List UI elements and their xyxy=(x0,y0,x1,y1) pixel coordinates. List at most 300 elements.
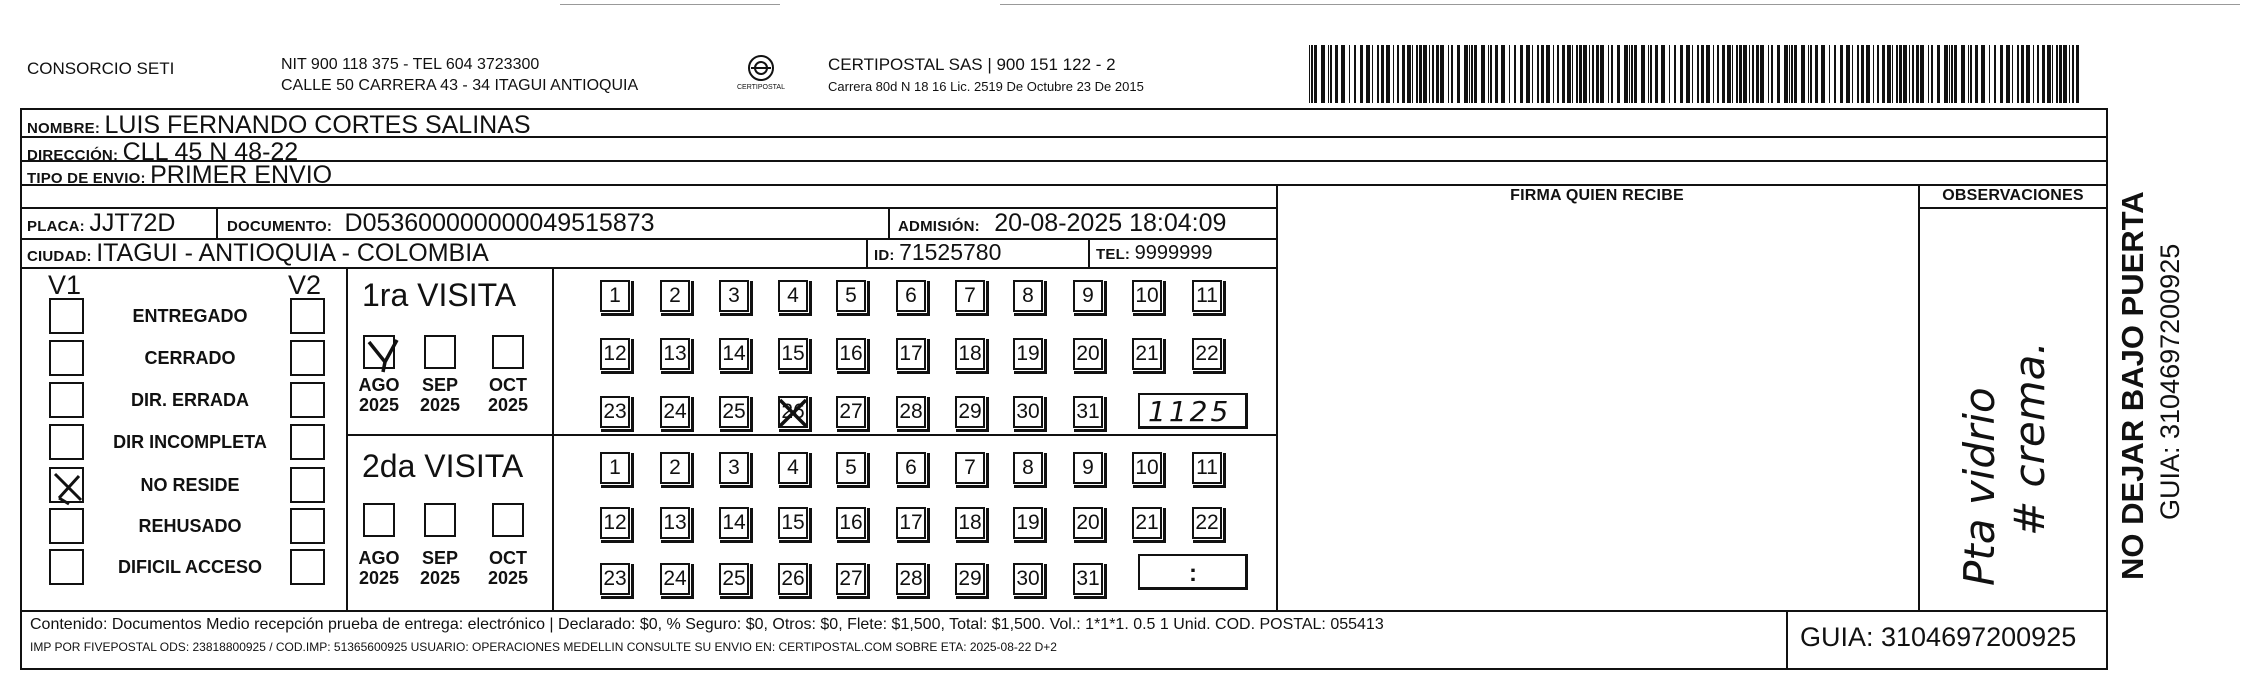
barcode-bar xyxy=(1954,45,1957,103)
year-label: 2025 xyxy=(487,395,529,415)
day-box: 2 xyxy=(660,452,690,484)
barcode-bar xyxy=(1634,45,1637,103)
barcode-bar xyxy=(1846,45,1850,103)
barcode-bar xyxy=(1739,45,1742,103)
observation-line-1: Pta vidrio xyxy=(1955,387,2004,586)
placa-value: JJT72D xyxy=(89,209,176,237)
day-box: 7 xyxy=(955,452,985,484)
barcode-bar xyxy=(1722,45,1725,103)
barcode-bar xyxy=(2026,45,2030,103)
day-box: 10 xyxy=(1132,280,1162,312)
direccion-value: CLL 45 N 48-22 xyxy=(122,138,299,166)
barcode-bar xyxy=(1981,45,1985,103)
barcode-bar xyxy=(1821,45,1825,103)
barcode-bar xyxy=(1423,45,1427,103)
barcode-bar xyxy=(1386,45,1390,103)
month-label: SEP xyxy=(421,548,459,568)
day-box: 2 xyxy=(660,280,690,312)
day-box: 15 xyxy=(778,338,808,370)
guia-vertical: GUIA: 3104697200925 xyxy=(2155,243,2185,520)
barcode-bar xyxy=(1903,45,1907,103)
barcode-bar xyxy=(1834,45,1836,103)
barcode-bar xyxy=(1579,45,1582,103)
barcode-bar xyxy=(1727,45,1731,103)
barcode-bar xyxy=(1520,45,1523,103)
barcode-bar xyxy=(1397,45,1399,103)
day-box: 28 xyxy=(896,563,926,595)
barcode-bar xyxy=(1481,45,1485,103)
tel-value: 9999999 xyxy=(1134,242,1213,264)
day-box: 25 xyxy=(719,396,749,428)
day-box: 22 xyxy=(1192,338,1222,370)
barcode-bar xyxy=(1975,45,1978,103)
barcode-bar xyxy=(1873,45,1874,103)
guia-footer: GUIA: 3104697200925 xyxy=(1800,622,2077,652)
nombre-label: NOMBRE: xyxy=(27,120,101,137)
day-box: 19 xyxy=(1013,338,1043,370)
barcode-bar xyxy=(1810,45,1812,103)
day-box: 31 xyxy=(1073,563,1103,595)
barcode xyxy=(1307,45,2080,103)
barcode-bar xyxy=(1416,45,1418,103)
barcode-bar xyxy=(1877,45,1879,103)
barcode-bar xyxy=(1648,45,1649,103)
barcode-bar xyxy=(1366,45,1370,103)
barcode-bar xyxy=(1432,45,1434,103)
barcode-bar xyxy=(1852,45,1853,103)
day-box: 11 xyxy=(1192,280,1222,312)
day-box: 29 xyxy=(955,396,985,428)
day-box: 31 xyxy=(1073,396,1103,428)
address-line: CALLE 50 CARRERA 43 - 34 ITAGUI ANTIOQUIA xyxy=(281,77,639,94)
month-checkbox xyxy=(363,503,395,537)
barcode-bar xyxy=(1611,45,1613,103)
day-box: 17 xyxy=(896,338,926,370)
barcode-bar xyxy=(1808,45,1809,103)
barcode-bar xyxy=(1887,45,1891,103)
observation-line-2: # crema. xyxy=(2005,341,2054,536)
barcode-bar xyxy=(1916,45,1919,103)
barcode-bar xyxy=(1789,45,1790,103)
barcode-bar xyxy=(1686,45,1690,103)
barcode-bar xyxy=(1567,45,1571,103)
day-box: 30 xyxy=(1013,396,1043,428)
barcode-bar xyxy=(1341,45,1345,103)
barcode-bar xyxy=(1412,45,1413,103)
barcode-bar xyxy=(1608,45,1609,103)
day-box: 7 xyxy=(955,280,985,312)
barcode-bar xyxy=(1572,45,1573,103)
day-box: 19 xyxy=(1013,507,1043,539)
ciudad-value: ITAGUI - ANTIOQUIA - COLOMBIA xyxy=(96,239,489,267)
barcode-bar xyxy=(1526,45,1530,103)
barcode-bar xyxy=(2037,45,2039,103)
day-box: 10 xyxy=(1132,452,1162,484)
day-box: 26 xyxy=(778,396,808,428)
day-box: 25 xyxy=(719,563,749,595)
barcode-bar xyxy=(1961,45,1965,103)
second-visit-time-box xyxy=(1138,554,1248,590)
day-box: 9 xyxy=(1073,280,1103,312)
v1-checkbox xyxy=(49,424,84,460)
barcode-bar xyxy=(1655,45,1658,103)
day-box: 18 xyxy=(955,507,985,539)
barcode-bar xyxy=(1311,45,1313,103)
barcode-bar xyxy=(1896,45,1898,103)
month-checkbox xyxy=(492,335,524,369)
barcode-bar xyxy=(1944,45,1948,103)
barcode-bar xyxy=(1457,45,1460,103)
day-box: 5 xyxy=(836,280,866,312)
month-checkbox xyxy=(492,503,524,537)
barcode-bar xyxy=(1372,45,1373,103)
v1-label: V1 xyxy=(48,270,82,300)
barcode-bar xyxy=(1546,45,1550,103)
barcode-bar xyxy=(1815,45,1818,103)
barcode-bar xyxy=(1674,45,1676,103)
day-box: 29 xyxy=(955,563,985,595)
barcode-bar xyxy=(1928,45,1929,103)
v2-checkbox xyxy=(290,382,325,418)
tipo-envio-label: TIPO DE ENVIO: xyxy=(27,170,146,187)
v1-checkbox xyxy=(49,298,84,334)
v1-checkbox xyxy=(49,382,84,418)
day-box: 23 xyxy=(600,396,630,428)
day-box: 28 xyxy=(896,396,926,428)
barcode-bar xyxy=(2042,45,2045,103)
barcode-bar xyxy=(1697,45,1699,103)
day-box: 1 xyxy=(600,452,630,484)
barcode-bar xyxy=(1576,45,1578,103)
observaciones-label: OBSERVACIONES xyxy=(1942,187,2084,204)
day-box: 13 xyxy=(660,338,690,370)
observations-handwriting xyxy=(1925,230,2105,606)
barcode-bar xyxy=(1829,45,1830,103)
admision-value: 20-08-2025 18:04:09 xyxy=(994,209,1227,237)
barcode-bar xyxy=(1791,45,1793,103)
checkmark-no-reside-v1 xyxy=(49,468,87,506)
barcode-bar xyxy=(1768,45,1769,103)
barcode-bar xyxy=(1600,45,1604,103)
barcode-bar xyxy=(1469,45,1470,103)
day-box: 21 xyxy=(1132,338,1162,370)
barcode-bar xyxy=(2006,45,2010,103)
day-box: 16 xyxy=(836,507,866,539)
barcode-bar xyxy=(1882,45,1885,103)
reason-label: DIR. ERRADA xyxy=(130,390,249,410)
barcode-bar xyxy=(1794,45,1797,103)
barcode-bar xyxy=(1532,45,1533,103)
logo-text: CERTIPOSTAL xyxy=(737,84,785,91)
barcode-bar xyxy=(1784,45,1788,103)
marked-day-26 xyxy=(776,396,810,430)
firma-label: FIRMA QUIEN RECIBE xyxy=(1510,187,1684,204)
barcode-bar xyxy=(1661,45,1665,103)
nombre-value: LUIS FERNANDO CORTES SALINAS xyxy=(104,111,531,139)
barcode-bar xyxy=(1861,45,1864,103)
barcode-bar xyxy=(1309,45,1310,103)
year-label: 2025 xyxy=(419,568,461,588)
day-box: 20 xyxy=(1073,338,1103,370)
barcode-bar xyxy=(2012,45,2013,103)
no-dejar-bajo-puerta: NO DEJAR BAJO PUERTA xyxy=(2115,191,2150,580)
barcode-bar xyxy=(1840,45,1843,103)
barcode-bar xyxy=(1970,45,1972,103)
license-line: Carrera 80d N 18 16 Lic. 2519 De Octubre 23 De 2015 xyxy=(828,79,1144,94)
barcode-bar xyxy=(1436,45,1439,103)
year-label: 2025 xyxy=(419,395,461,415)
barcode-bar xyxy=(2052,45,2053,103)
barcode-bar xyxy=(1381,45,1384,103)
v1-checkbox xyxy=(49,340,84,376)
barcode-bar xyxy=(1631,45,1633,103)
barcode-bar xyxy=(1951,45,1953,103)
company-name: CONSORCIO SETI xyxy=(27,59,175,78)
year-label: 2025 xyxy=(358,568,400,588)
barcode-bar xyxy=(1713,45,1714,103)
barcode-bar xyxy=(1899,45,1902,103)
barcode-bar xyxy=(1583,45,1587,103)
first-visit-time: 1125 xyxy=(1148,395,1232,428)
barcode-bar xyxy=(1912,45,1914,103)
certipostal-logo xyxy=(733,54,789,94)
v2-label: V2 xyxy=(288,270,322,300)
documento-value: D053600000000049515873 xyxy=(344,209,655,237)
barcode-bar xyxy=(2017,45,2019,103)
barcode-bar xyxy=(1968,45,1969,103)
day-box: 8 xyxy=(1013,452,1043,484)
barcode-bar xyxy=(1706,45,1710,103)
reason-label: DIR INCOMPLETA xyxy=(113,432,267,452)
barcode-bar xyxy=(1909,45,1910,103)
day-box: 3 xyxy=(719,452,749,484)
v1-checkbox xyxy=(49,549,84,585)
v2-checkbox xyxy=(290,298,325,334)
day-box: 6 xyxy=(896,280,926,312)
day-box: 6 xyxy=(896,452,926,484)
barcode-bar xyxy=(1509,45,1510,103)
barcode-bar xyxy=(2021,45,2024,103)
day-box: 11 xyxy=(1192,452,1222,484)
barcode-bar xyxy=(1537,45,1539,103)
day-box: 24 xyxy=(660,563,690,595)
day-box: 23 xyxy=(600,563,630,595)
month-label: OCT xyxy=(489,548,527,568)
barcode-bar xyxy=(1736,45,1738,103)
barcode-bar xyxy=(1402,45,1405,103)
month-checkbox xyxy=(424,335,456,369)
day-box: 21 xyxy=(1132,507,1162,539)
barcode-bar xyxy=(1407,45,1411,103)
barcode-bar xyxy=(1360,45,1363,103)
barcode-bar xyxy=(1490,45,1492,103)
barcode-bar xyxy=(1592,45,1594,103)
barcode-bar xyxy=(2072,45,2074,103)
barcode-bar xyxy=(2063,45,2067,103)
barcode-bar xyxy=(1629,45,1630,103)
barcode-bar xyxy=(1557,45,1559,103)
barcode-bar xyxy=(1989,45,1990,103)
barcode-bar xyxy=(1743,45,1747,103)
imp-line: IMP POR FIVEPOSTAL ODS: 23818800925 / COD.IMP: 51365600925 USUARIO: OPERACIONES MEDELLIN CONSULTE SU ENVIO EN: CERTIPOSTAL.COM SOBRE ETA: 2025-08-22 D+2 xyxy=(30,640,1057,654)
placa-label: PLACA: xyxy=(27,218,85,235)
v1-checkbox xyxy=(49,508,84,544)
barcode-bar xyxy=(1495,45,1498,103)
month-label: AGO xyxy=(358,375,400,395)
barcode-bar xyxy=(1994,45,1996,103)
second-visit-title: 2da VISITA xyxy=(362,448,524,484)
certipostal-line: CERTIPOSTAL SAS | 900 151 122 - 2 xyxy=(828,55,1116,74)
barcode-bar xyxy=(1866,45,1870,103)
day-box: 24 xyxy=(660,396,690,428)
barcode-bar xyxy=(2059,45,2062,103)
barcode-bar xyxy=(1596,45,1599,103)
month-label: SEP xyxy=(421,375,459,395)
checkmark-ago-first-visit xyxy=(363,336,403,376)
barcode-bar xyxy=(1328,45,1329,103)
barcode-bar xyxy=(1440,45,1444,103)
barcode-bar xyxy=(1562,45,1565,103)
barcode-bar xyxy=(1920,45,1924,103)
first-visit-title: 1ra VISITA xyxy=(362,277,517,313)
barcode-bar xyxy=(1451,45,1453,103)
barcode-bar xyxy=(1641,45,1645,103)
year-label: 2025 xyxy=(487,568,529,588)
day-box: 26 xyxy=(778,563,808,595)
day-box: 3 xyxy=(719,280,749,312)
day-box: 15 xyxy=(778,507,808,539)
day-box: 4 xyxy=(778,280,808,312)
barcode-bar xyxy=(2076,45,2079,103)
reason-label: CERRADO xyxy=(144,348,236,368)
v2-checkbox xyxy=(290,508,325,544)
reason-label: NO RESIDE xyxy=(140,475,240,495)
day-box: 27 xyxy=(836,563,866,595)
reason-label: DIFICIL ACCESO xyxy=(117,557,262,577)
v2-checkbox xyxy=(290,340,325,376)
day-box: 5 xyxy=(836,452,866,484)
day-box: 16 xyxy=(836,338,866,370)
barcode-bar xyxy=(1617,45,1620,103)
id-value: 71525780 xyxy=(899,239,1002,265)
barcode-bar xyxy=(1624,45,1628,103)
day-box: 12 xyxy=(600,338,630,370)
barcode-bar xyxy=(1429,45,1430,103)
barcode-bar xyxy=(1335,45,1338,103)
v2-checkbox xyxy=(290,549,325,585)
barcode-bar xyxy=(1669,45,1670,103)
tipo-envio-value: PRIMER ENVIO xyxy=(150,161,333,189)
barcode-bar xyxy=(1330,45,1332,103)
year-label: 2025 xyxy=(358,395,400,415)
reason-label: ENTREGADO xyxy=(132,306,248,326)
barcode-bar xyxy=(2056,45,2058,103)
barcode-bar xyxy=(1650,45,1652,103)
barcode-bar xyxy=(1892,45,1893,103)
barcode-bar xyxy=(2069,45,2070,103)
day-box: 17 xyxy=(896,507,926,539)
admision-label: ADMISIÓN: xyxy=(898,218,980,235)
barcode-bar xyxy=(2000,45,2003,103)
day-box: 22 xyxy=(1192,507,1222,539)
barcode-bar xyxy=(2033,45,2034,103)
barcode-bar xyxy=(1777,45,1780,103)
barcode-bar xyxy=(1377,45,1379,103)
day-box: 13 xyxy=(660,507,690,539)
barcode-bar xyxy=(1756,45,1759,103)
month-label: OCT xyxy=(489,375,527,395)
barcode-bar xyxy=(1937,45,1940,103)
month-label: AGO xyxy=(358,548,400,568)
barcode-bar xyxy=(1419,45,1422,103)
barcode-bar xyxy=(1801,45,1805,103)
barcode-bar xyxy=(1949,45,1950,103)
barcode-bar xyxy=(1680,45,1683,103)
barcode-bar xyxy=(1488,45,1489,103)
day-box: 8 xyxy=(1013,280,1043,312)
day-box: 30 xyxy=(1013,563,1043,595)
day-box: 1 xyxy=(600,280,630,312)
day-box: 9 xyxy=(1073,452,1103,484)
barcode-bar xyxy=(1349,45,1350,103)
month-checkbox xyxy=(424,503,456,537)
id-label: ID: xyxy=(874,247,895,264)
tel-label: TEL: xyxy=(1096,246,1131,263)
barcode-bar xyxy=(1752,45,1754,103)
barcode-bar xyxy=(1393,45,1394,103)
day-box: 12 xyxy=(600,507,630,539)
barcode-bar xyxy=(1732,45,1733,103)
barcode-bar xyxy=(1692,45,1693,103)
barcode-bar xyxy=(1541,45,1544,103)
day-box: 18 xyxy=(955,338,985,370)
barcode-bar xyxy=(1474,45,1477,103)
nit-line: NIT 900 118 375 - TEL 604 3723300 xyxy=(281,56,540,73)
barcode-bar xyxy=(1501,45,1505,103)
barcode-bar xyxy=(1514,45,1516,103)
first-visit-time-box xyxy=(1138,393,1248,429)
day-box: 14 xyxy=(719,338,749,370)
barcode-bar xyxy=(1760,45,1764,103)
content-line: Contenido: Documentos Medio recepción prueba de entrega: electrónico | Declarado: $0, % Seguro: $0, Otros: $0, Flete: $1,500, Total: $1,500. Vol.: 1*1*1. 0.5 1 Unid. COD. POSTAL: 055413 xyxy=(30,616,1384,633)
ciudad-label: CIUDAD: xyxy=(27,248,92,265)
day-box: 4 xyxy=(778,452,808,484)
second-visit-time-placeholder: : xyxy=(1189,560,1197,587)
barcode-bar xyxy=(1354,45,1356,103)
day-box: 14 xyxy=(719,507,749,539)
barcode-bar xyxy=(1931,45,1933,103)
barcode-bar xyxy=(1701,45,1704,103)
barcode-bar xyxy=(2047,45,2051,103)
barcode-bar xyxy=(1321,45,1325,103)
barcode-bar xyxy=(1857,45,1859,103)
barcode-bar xyxy=(1717,45,1719,103)
barcode-bar xyxy=(1314,45,1317,103)
barcode-bar xyxy=(1553,45,1554,103)
day-box: 20 xyxy=(1073,507,1103,539)
direccion-label: DIRECCIÓN: xyxy=(27,147,119,164)
barcode-bar xyxy=(1749,45,1750,103)
day-box: 27 xyxy=(836,396,866,428)
documento-label: DOCUMENTO: xyxy=(227,218,333,235)
barcode-bar xyxy=(1464,45,1468,103)
barcode-bar xyxy=(1771,45,1773,103)
barcode-bar xyxy=(1589,45,1590,103)
barcode-bar xyxy=(1471,45,1473,103)
v2-checkbox xyxy=(290,467,325,503)
v2-checkbox xyxy=(290,424,325,460)
reason-label: REHUSADO xyxy=(138,516,242,536)
